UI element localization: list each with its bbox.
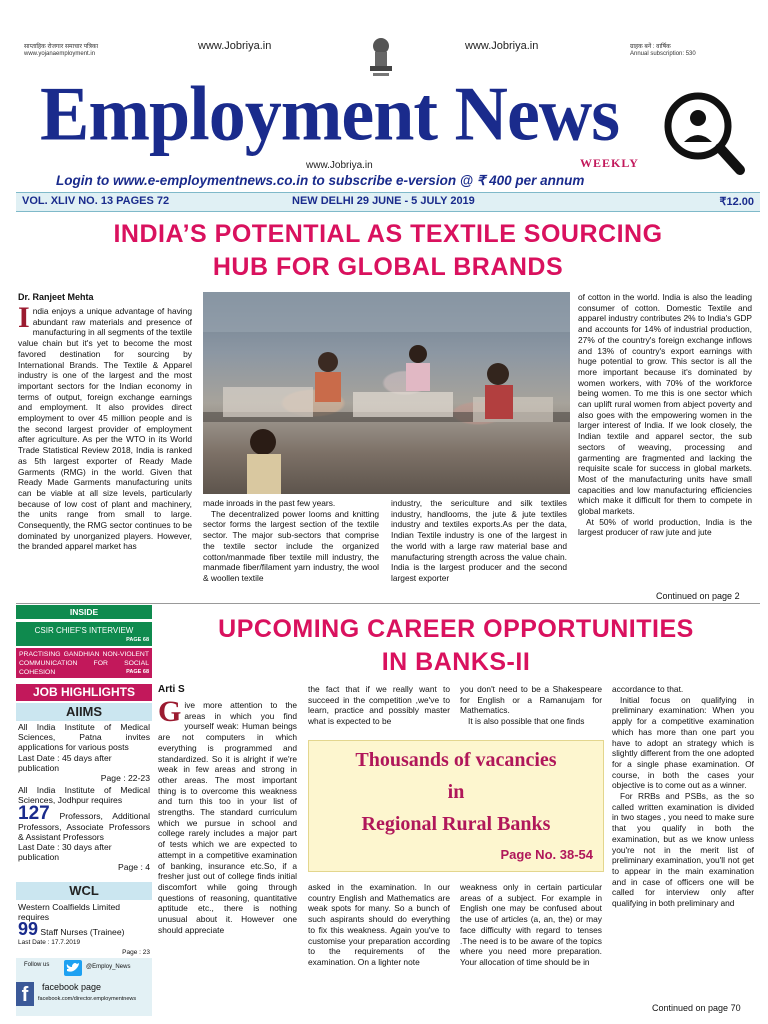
facebook-url[interactable]: facebook.com/director.employmentnews [38,996,137,1002]
lead-column-2 [203,498,379,590]
second-col2-top-text: the fact that if we really want to succeed in the competition ,we've to learn, practice and possibly master what is expected to be [308,684,450,727]
lead-dropcap: I [18,306,30,334]
wcl-lastdate: Last Date : 17.7.2019 [18,938,81,946]
csir-page: PAGE 68 [126,637,149,643]
login-line[interactable]: Login to www.e-employmentnews.co.in to subscribe e-version @ ₹ 400 per annum [56,173,585,188]
second-headline-line1: UPCOMING CAREER OPPORTUNITIES [218,615,694,643]
wcl-posts: Staff Nurses (Trainee) [40,927,125,938]
lead-column-4 [578,292,752,584]
second-column-2-bottom [308,882,450,1002]
job-highlights-header: JOB HIGHLIGHTS [16,684,152,701]
lead-author: Dr. Ranjeet Mehta [18,292,94,302]
wcl-listing[interactable] [18,902,150,958]
lead-col3-p1: industry, the sericulture and silk textiles industry, handlooms, the jute & jute textiles industry and textiles exports.As per the data, Indian Textile industry is one of the largest in the world with a large raw material base and manufacturing strength across the value chain. India is the largest producer and the second largest exporter [391,498,567,583]
wcl-title: WCL [16,882,152,900]
wcl-text: Western Coalfields Limited requires [18,902,121,923]
lead-col4-p2: At 50% of world production, India is the largest producer of raw jute and jute [578,516,752,538]
promo-line1: Thousands of vacancies [355,749,557,771]
aiims-jodhpur-lastdate: Last Date : 30 days after publication [18,842,112,863]
rrb-vacancies-promo[interactable] [308,740,604,872]
promo-line3: Regional Rural Banks [361,813,551,835]
gandhian-article-link[interactable] [16,648,152,678]
csir-label: CSIR CHIEF'S INTERVIEW [34,626,134,635]
second-column-3-top [460,684,602,734]
second-col3-top-p1: you don't need to be a Shakespeare for English or a Ramanujam for Mathematics. [460,684,602,716]
aiims-patna-page: Page : 22-23 [100,773,150,784]
header-left-note [24,44,174,58]
lead-col2-p2: The decentralized power looms and knitting sector forms the largest section of the textile sector. The major sub-sectors that comprise the textile sector include the organized cotton/manmade fiber textile mill industry, the manmade fiber/filament yarn industry, the wool & woollen textile [203,508,379,583]
mid-url[interactable]: www.Jobriya.in [306,160,373,171]
aiims-title: AIIMS [16,703,152,721]
lead-continued[interactable]: Continued on page 2 [656,591,740,601]
second-col3-bottom-text: weakness only in certain particular areas of a subject. For example in English one may be confused about the use of articles (a, an, the) or may face difficulty with regard to tenses .The need is to be aware of the topics where you need more preparation. Your allocation of time should be in [460,882,602,967]
issue-bar [16,192,760,212]
second-headline-line2: IN BANKS-II [381,648,531,676]
twitter-handle[interactable]: @Employ_News [86,964,131,970]
header-right-line1: ग्राहक बनें : वार्षिक [630,44,671,50]
aiims-patna-text: All India Institute of Medical Sciences, Patna invites applications for various posts [18,722,150,753]
csir-interview-link[interactable] [16,622,152,646]
magnifier-logo-icon [664,88,746,176]
aiims-jodhpur-page: Page : 4 [117,862,150,873]
social-box [16,958,152,1016]
second-col1-text: ive more attention to the areas in which you find yourself weak: Human beings are not computers in which everything is programmed and standardized. So it is alright if we're weak in few areas and strong in other areas. The most important thing is to overcome this weakness and turn this too in your list of strengths. The standard curriculum which we pursue in school and college rarely includes a major part of tests which we are expected to attempt in a competitive examination of banking, insurance etc.So, if a fresher just out of college finds initial discomfort while going through questions of reasoning, quantitative aptitude etc., there is nothing unusual about it. However one should appreciate [158,700,297,935]
second-col4-p3: For RRBs and PSBs, as the so called written examination is divided in two stages , you need to make sure that you qualify in both the examination, but as we know unless you're not in the merit list of preliminary examination, you'll not get to appear in the main examination and in case of officers one will be called for interview only after qualifying in both preliminary and [612,791,754,909]
second-headline [156,613,756,679]
header-left-line2: www.yojanaemployment.in [24,51,96,57]
header-right-note [630,44,760,58]
header-left-line1: साप्ताहिक रोजगार समाचार पत्रिका [24,44,99,50]
volume-info: VOL. XLIV NO. 13 PAGES 72 [22,195,170,207]
top-url-left[interactable]: www.Jobriya.in [198,40,272,52]
promo-page: Page No. 38-54 [500,847,593,862]
second-column-2-top [308,684,450,734]
lead-headline-line2: HUB FOR GLOBAL BRANDS [212,253,564,281]
lead-col1-text: ndia enjoys a unique advantage of having abundant raw materials and presence of manufacturing in all segments of the textile value chain but it's yet to become the most favored destination for sourcing by International Brands. The Textile & Apparel industry is one of the largest and the most important sectors for the Indian economy in terms of output, foreign exchange earnings and employment. It also provides direct employment to over 45 million people and is the second largest provider of employment after agriculture. As per the WTO in its World Trade Statistical Review 2018, India is ranked as 5th largest exporter of Ready Made Garments (RMG) in the world. Given that Ready Made Garments manufacturing units can be viable at all size levels, particularly because of low cost of plant and machinery, the units range from small to large. Consequently, the RMG sector continues to be dominated by unorganized players. However, the branded apparel market has [18,306,192,552]
lead-headline [16,218,760,284]
second-author: Arti S [158,684,185,695]
lead-column-3 [391,498,567,590]
second-col4-p2: Initial focus on qualifying in preliminary examination: When you apply for a competitive examination which has more than one part you have to adopt an strategy which is slightly different from the one adopted for a single phase examination. Of course, in both the cases your objective is to come out as a winner. [612,694,754,791]
lead-col4-p1: of cotton in the world. India is also the leading consumer of cotton. Domestic Textile and apparel industry contributes 2% to India's GDP and accounts for 14% of industrial production, 27% of the country's foreign exchange inflows and 13% of country's export earnings with huge potential to grow. This sector is all the more important because it's dominated by women workers, with 70% of the workforce being women. To me this is one sector which can uplift rural women from abject poverty and also goes with the empowering women in the larger interest of India. If we look closely, the Indian textile and apparel sector, the sub sectors of weaving, processing and garmenting are fragmented and lacking the requisite scale for success in global markets. Most of the manufacturing units have small capacities and low manufacturing efficiencies which make it difficult for them to compete in global markets. [578,292,752,517]
top-url-right[interactable]: www.Jobriya.in [465,40,539,52]
second-column-1 [158,700,297,1018]
place-date: NEW DELHI 29 JUNE - 5 JULY 2019 [292,195,475,207]
follow-us-label: Follow us [24,962,50,968]
facebook-label[interactable]: facebook page [42,982,102,992]
lead-column-1 [18,306,192,596]
header-right-line2: Annual subscription: 530 [630,51,696,57]
promo-line2: in [447,781,465,803]
wcl-page: Page : 23 [122,948,150,956]
wcl-count: 99 [18,919,39,940]
aiims-listing[interactable] [18,722,150,873]
section-divider [16,603,760,604]
aiims-jodhpur-count: 127 [18,802,50,824]
second-col3-top-p2: It is also possible that one finds [468,716,585,727]
second-column-3-bottom [460,882,602,1002]
second-col4-p1: accordance to that. [612,684,684,694]
aiims-patna-lastdate: Last Date : 45 days after publication [18,752,112,773]
gandhian-label: PRACTISING GANDHIAN NON-VIOLENT COMMUNICATION FOR SOCIAL COHESION [19,651,149,676]
inside-label: INSIDE [16,605,152,619]
weekly-label: WEEKLY [580,156,639,170]
second-column-4 [612,684,754,984]
facebook-icon[interactable]: f [16,982,34,1006]
textile-factory-photo [203,292,570,494]
lead-col2-p1: made inroads in the past few years. [203,498,336,508]
price: ₹12.00 [719,196,754,208]
second-dropcap: G [158,700,182,728]
lead-headline-line1: INDIA’S POTENTIAL AS TEXTILE SOURCING [113,220,663,248]
gandhian-page: PAGE 68 [126,669,149,675]
aiims-jodhpur-posts: Professors, Additional Professors, Associate Professors & Assistant Professors [18,810,150,842]
aiims-jodhpur-text: All India Institute of Medical Sciences, Jodhpur requires [18,785,150,806]
second-col2-bottom-text: asked in the examination. In our country English and Mathematics are weak spots for many. So a bunch of such aspirants should do everything to fix this weakness. Again you've to customise your preparation according to the requirements of the examination. On a lighter note [308,882,450,967]
second-continued[interactable]: Continued on page 70 [652,1003,741,1013]
twitter-icon[interactable] [64,960,82,976]
masthead: Employment News [40,71,620,158]
